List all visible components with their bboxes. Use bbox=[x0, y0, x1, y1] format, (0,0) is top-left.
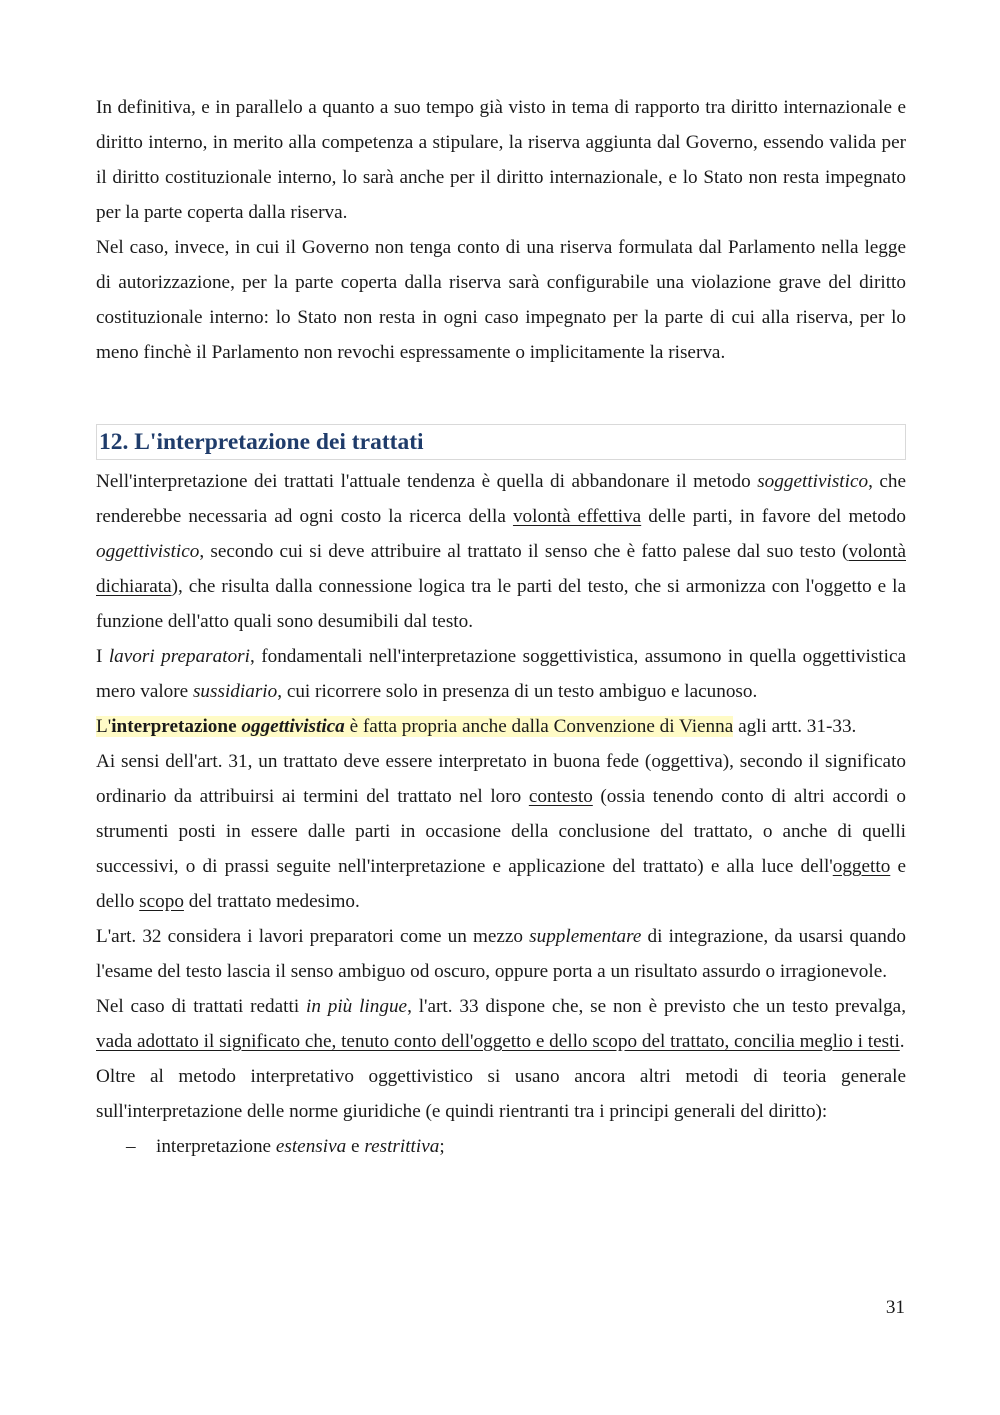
bold-italic-term: oggettivistica bbox=[241, 716, 345, 737]
paragraph-altri-metodi: Oltre al metodo interpretativo oggettivistico si usano ancora altri metodi di teoria generale sull'interpretazione delle norme giuridiche (e quindi rientranti tra i principi generali del diritto): bbox=[96, 1066, 906, 1122]
page-content bbox=[96, 90, 906, 1164]
text: è fatta propria anche dalla Convenzione di Vienna bbox=[344, 716, 734, 737]
italic-term: lavori preparatori bbox=[108, 646, 250, 667]
text: Ai sensi dell'art. 31, un trattato deve essere interpretato in buona fede (oggettiva), secondo il significato ordinario da attribuirsi ai termini del trattato nel loro bbox=[96, 751, 906, 807]
paragraph-convenzione-vienna bbox=[96, 709, 906, 744]
text: , cui ricorrere solo in presenza di un testo ambiguo e lacunoso. bbox=[277, 681, 758, 702]
text: Nel caso di trattati redatti bbox=[96, 996, 306, 1017]
list-item bbox=[96, 1129, 906, 1164]
text: e bbox=[346, 1136, 365, 1157]
paragraph-riserva-governo: In definitiva, e in parallelo a quanto a suo tempo già visto in tema di rapporto tra diritto internazionale e diritto interno, in merito alla competenza a stipulare, la riserva aggiunta dal Governo, essendo valida per il diritto costituzionale interno, lo sarà anche per il diritto internazionale, e lo Stato non resta impegnato per la parte coperta dalla riserva. bbox=[96, 97, 906, 223]
text: Nell'interpretazione dei trattati l'attuale tendenza è quella di abbandonare il metodo bbox=[96, 471, 758, 492]
paragraph-art-32 bbox=[96, 919, 906, 989]
highlighted-text bbox=[96, 716, 733, 737]
section-heading: 12. L'interpretazione dei trattati bbox=[99, 429, 424, 455]
underlined-term: oggetto bbox=[832, 856, 891, 877]
text: , l'art. 33 dispone che, se non è previsto che un testo prevalga, bbox=[407, 996, 906, 1017]
text: ), che risulta dalla connessione logica tra le parti del testo, che si armonizza con l'oggetto e la funzione dell'atto quali sono desumibili dal testo. bbox=[96, 576, 906, 632]
text: di integrazione, da usarsi quando l'esame del testo lascia il senso ambiguo od oscuro, oppure porta a un risultato assurdo o irragionevole. bbox=[96, 926, 906, 982]
italic-term: oggettivistico bbox=[96, 541, 200, 562]
text: interpretazione bbox=[156, 1136, 276, 1157]
underlined-term: volontà dichiarata bbox=[96, 541, 906, 597]
bold-term: interpretazione bbox=[111, 716, 242, 737]
paragraph-metodi bbox=[96, 464, 906, 639]
paragraph-art-33 bbox=[96, 989, 906, 1059]
text: ; bbox=[439, 1136, 445, 1157]
italic-term: supplementare bbox=[529, 926, 642, 947]
page-number: 31 bbox=[885, 1297, 905, 1318]
underlined-term: scopo bbox=[139, 891, 184, 912]
text: e dello bbox=[96, 856, 906, 912]
text: , che renderebbe necessaria ad ogni costo la ricerca della bbox=[96, 471, 906, 527]
italic-term: soggettivistico bbox=[757, 471, 869, 492]
dash-bullet-icon: – bbox=[126, 1136, 136, 1157]
paragraph-lavori-preparatori bbox=[96, 639, 906, 709]
text: L'art. 32 considera i lavori preparatori come un mezzo bbox=[96, 926, 530, 947]
italic-term: sussidiario bbox=[192, 681, 278, 702]
text: I bbox=[96, 646, 109, 667]
paragraph-riserva-parlamento: Nel caso, invece, in cui il Governo non tenga conto di una riserva formulata dal Parlamento nella legge di autorizzazione, per la parte coperta dalla riserva sarà configurabile una violazione grave del diritto costituzionale interno: lo Stato non resta in ogni caso impegnato per la parte di cui alla riserva, per lo meno finchè il Parlamento non revochi espressamente o implicitamente la riserva. bbox=[96, 237, 906, 363]
italic-term: estensiva bbox=[275, 1136, 347, 1157]
underlined-term: contesto bbox=[528, 786, 593, 807]
italic-term: restrittiva bbox=[364, 1136, 440, 1157]
text: agli artt. 31-33. bbox=[733, 716, 857, 737]
text: del trattato medesimo. bbox=[183, 891, 360, 912]
section-heading-box bbox=[96, 424, 906, 460]
text: L' bbox=[96, 716, 112, 737]
underlined-phrase: vada adottato il significato che, tenuto conto dell'oggetto e dello scopo del trattato, concilia meglio i testi bbox=[96, 1031, 900, 1052]
text: , secondo cui si deve attribuire al trattato il senso che è fatto palese dal suo testo ( bbox=[199, 541, 849, 562]
text: , fondamentali nell'interpretazione soggettivistica, assumono in quella oggettivistica mero valore bbox=[96, 646, 907, 702]
underlined-term: volontà effettiva bbox=[512, 506, 642, 527]
italic-term: in più lingue bbox=[305, 996, 408, 1017]
paragraph-art-31 bbox=[96, 744, 906, 919]
methods-list bbox=[96, 1129, 906, 1164]
text: delle parti, in favore del metodo bbox=[641, 506, 906, 527]
text: . bbox=[899, 1031, 905, 1052]
text: (ossia tenendo conto di altri accordi o strumenti posti in essere dalle parti in occasione della conclusione del trattato, o anche di quelli successivi, o di prassi seguite nell'interpretazione e applicazione del trattato) e alla luce dell' bbox=[96, 786, 906, 877]
